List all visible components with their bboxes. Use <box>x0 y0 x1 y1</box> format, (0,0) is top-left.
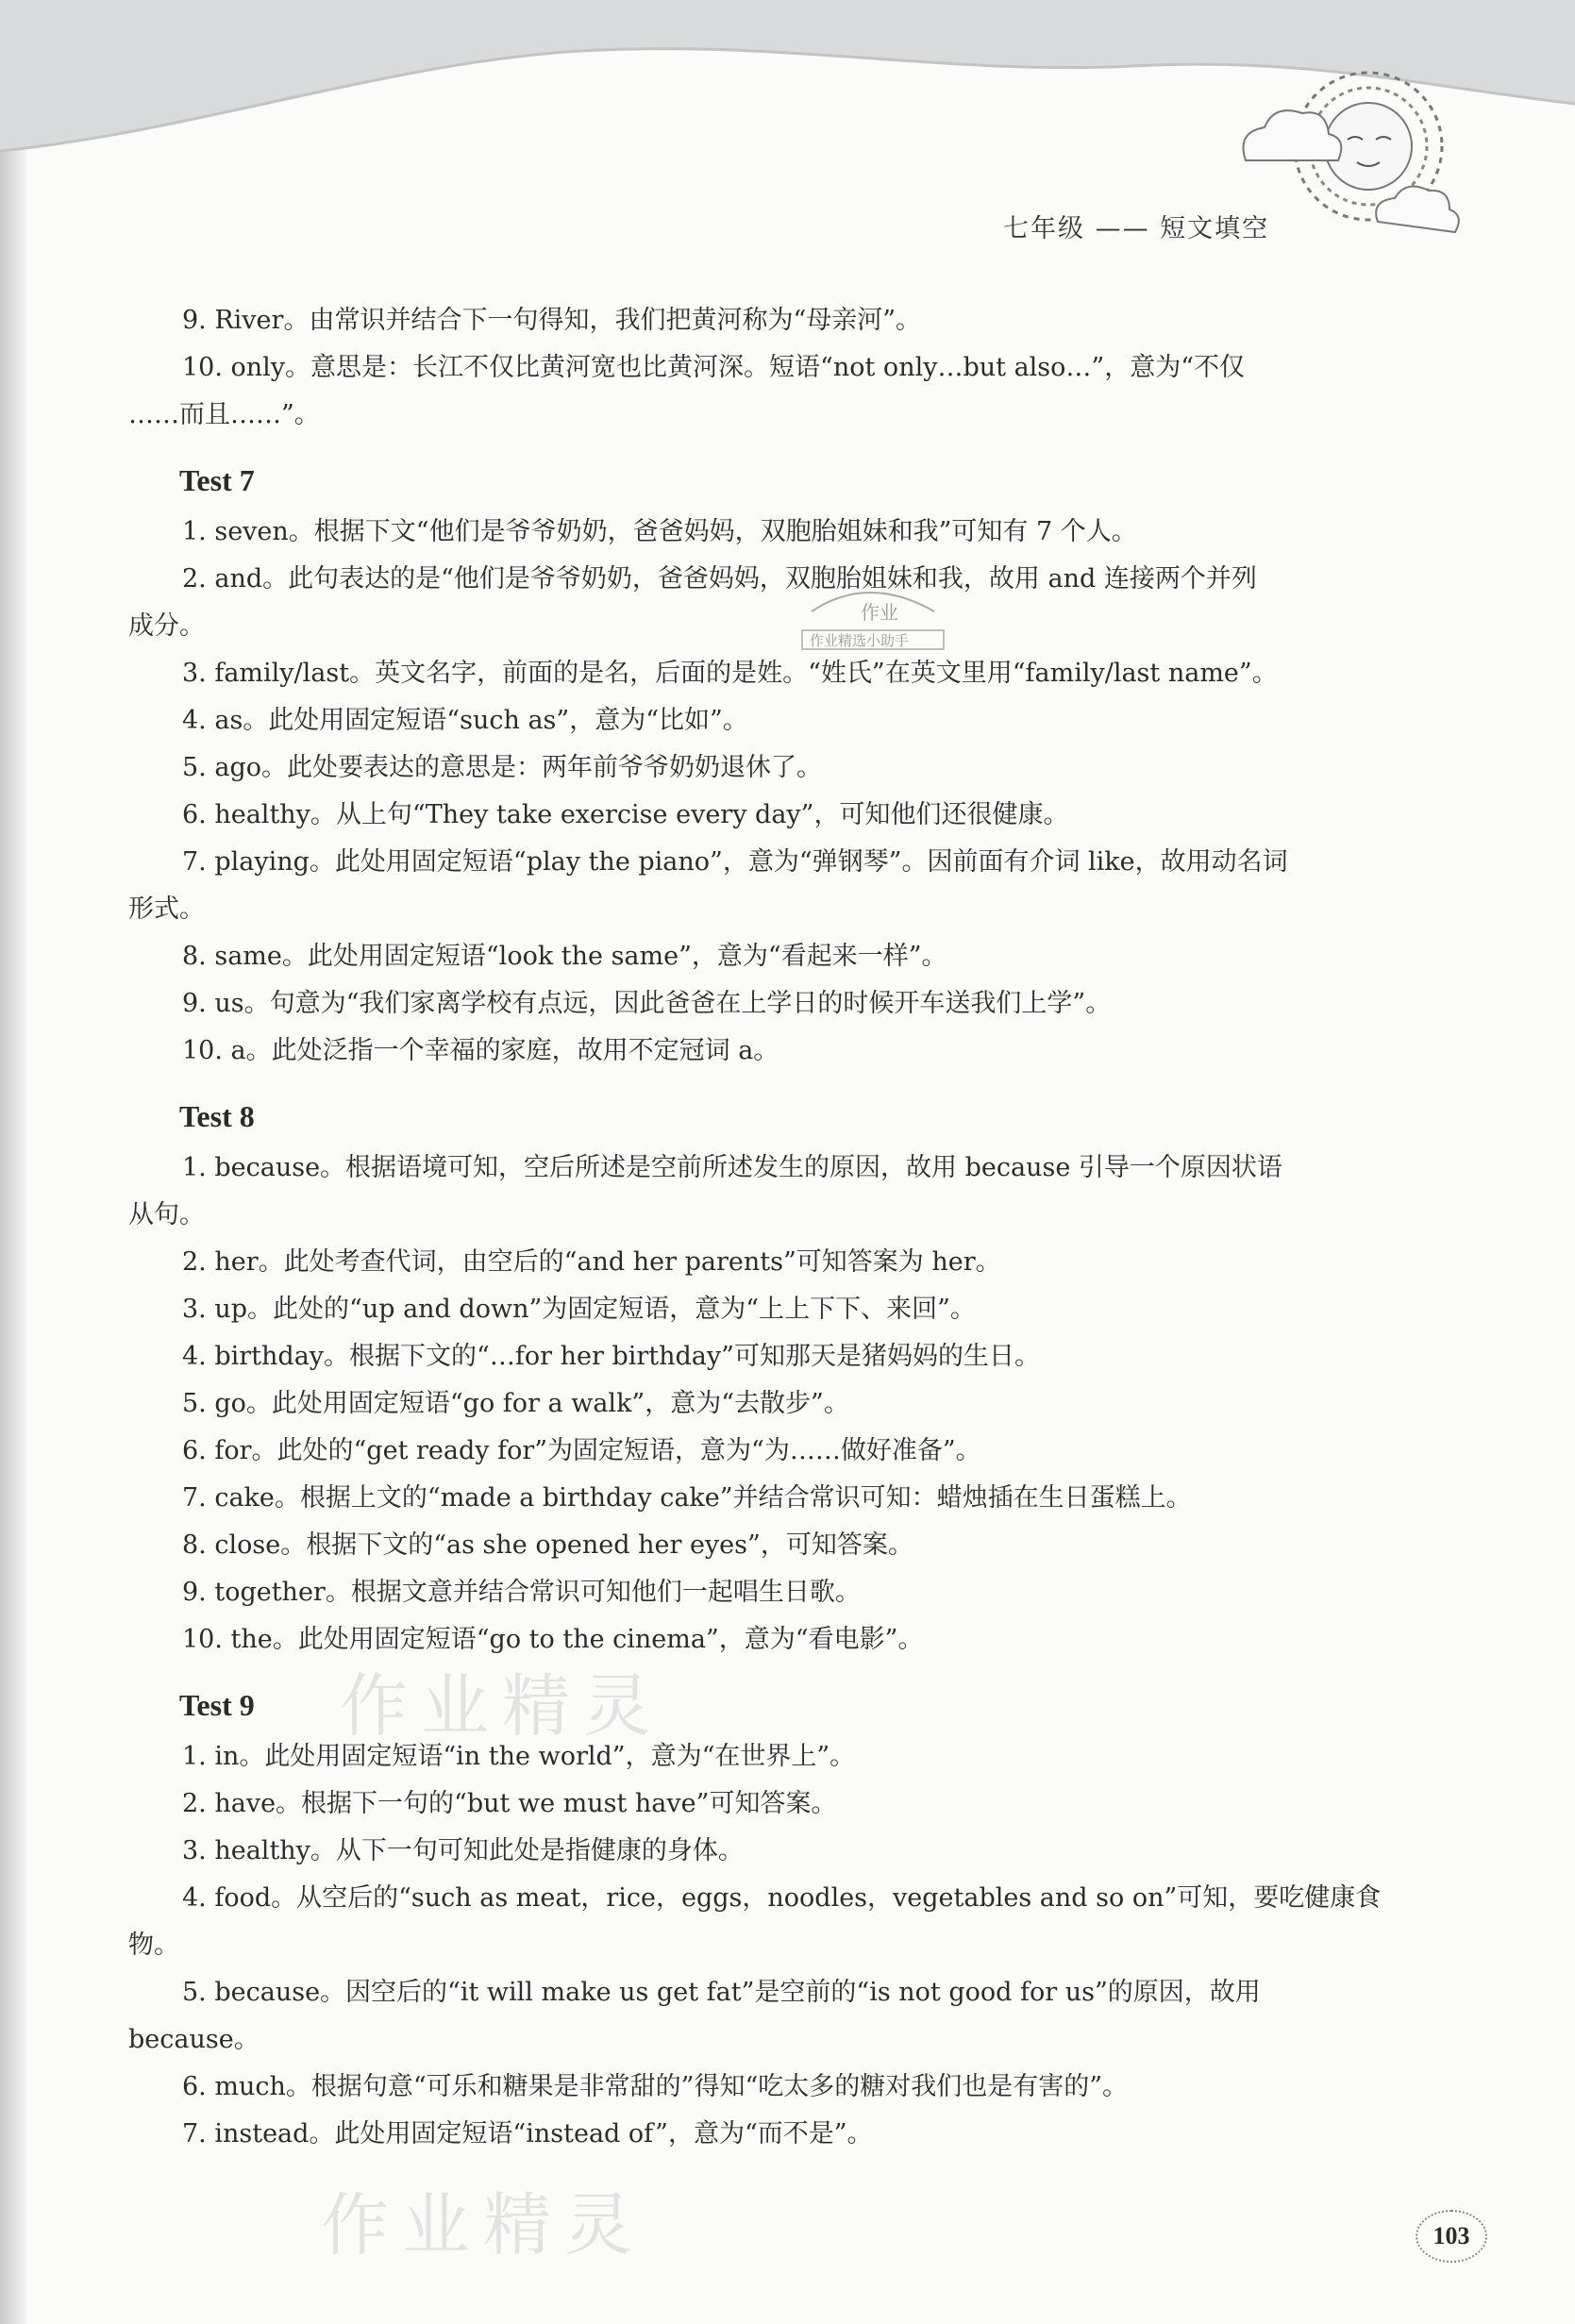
answer-line: 3. family/last。英文名字，前面的是名，后面的是姓。“姓氏”在英文里用“family/last name”。 <box>182 659 1278 688</box>
answer-line: 形式。 <box>128 894 205 924</box>
answer-line: 5. go。此处用固定短语“go for a walk”，意为“去散步”。 <box>182 1389 849 1418</box>
answer-line: 3. healthy。从下一句可知此处是指健康的身体。 <box>182 1836 744 1865</box>
answer-line: 4. as。此处用固定短语“such as”，意为“比如”。 <box>182 706 748 735</box>
answer-line: 1. because。根据语境可知，空后所述是空前所述发生的原因，故用 because 引导一个原因状语 <box>182 1153 1282 1182</box>
answer-line: 6. much。根据句意“可乐和糖果是非常甜的”得知“吃太多的糖对我们也是有害的”。 <box>182 2072 1129 2101</box>
test-heading: Test 8 <box>179 1099 255 1133</box>
answer-line: 2. have。根据下一句的“but we must have”可知答案。 <box>182 1789 837 1818</box>
chapter-caption: 七年级 —— 短文填空 <box>1003 214 1270 243</box>
answer-line: 1. seven。根据下文“他们是爷爷奶奶，爸爸妈妈，双胞胎姐妹和我”可知有 7 个人。 <box>182 517 1137 546</box>
answer-line: 成分。 <box>128 611 205 641</box>
answer-line: 1. in。此处用固定短语“in the world”，意为“在世界上”。 <box>182 1742 856 1771</box>
answer-content <box>128 297 1383 2158</box>
answer-line: 7. playing。此处用固定短语“play the piano”，意为“弹钢琴”。因前面有介词 like，故用动名词 <box>182 847 1288 877</box>
answer-line: 6. for。此处的“get ready for”为固定短语，意为“为……做好准备”。 <box>182 1436 981 1465</box>
answer-line: 5. because。因空后的“it will make us get fat”是空前的“is not good for us”的原因，故用 <box>182 1978 1261 2007</box>
test-section-7 <box>128 460 1383 1075</box>
answer-line: 物。 <box>128 1931 179 1960</box>
svg-text:作业精选小助手: 作业精选小助手 <box>810 632 910 649</box>
answer-line: 7. cake。根据上文的“made a birthday cake”并结合常识可知：蜡烛插在生日蛋糕上。 <box>182 1483 1192 1513</box>
answer-line: 6. healthy。从上句“They take exercise every day”，可知他们还很健康。 <box>182 800 1069 829</box>
test-section-9 <box>128 1684 1383 2158</box>
intro-line: 9. River。由常识并结合下一句得知，我们把黄河称为“母亲河”。 <box>182 306 922 335</box>
answer-line: 4. food。从空后的“such as meat，rice，eggs，noodles，vegetables and so on”可知，要吃健康食 <box>182 1883 1382 1913</box>
answer-line: because。 <box>128 2025 260 2054</box>
stamp-seal <box>793 574 953 677</box>
watermark: 作业精灵 <box>340 1666 665 1746</box>
answer-line: 2. and。此句表达的是“他们是爷爷奶奶，爸爸妈妈，双胞胎姐妹和我，故用 and 连接两个并列 <box>182 564 1257 594</box>
test-section-8 <box>128 1095 1383 1664</box>
intro-line: ……而且……”。 <box>128 400 320 429</box>
test-heading: Test 9 <box>179 1688 255 1722</box>
answer-line: 2. her。此处考查代词，由空后的“and her parents”可知答案为 her。 <box>182 1247 1001 1277</box>
page-edge-shadow <box>0 0 26 2324</box>
answer-line: 9. together。根据文意并结合常识可知他们一起唱生日歌。 <box>182 1578 861 1607</box>
answer-line: 3. up。此处的“up and down”为固定短语，意为“上上下下、来回”。 <box>182 1295 976 1324</box>
svg-text:作业: 作业 <box>861 601 898 624</box>
answer-line: 从句。 <box>128 1200 205 1229</box>
answer-line: 9. us。句意为“我们家离学校有点远，因此爸爸在上学日的时候开车送我们上学”。 <box>182 989 1112 1018</box>
answer-line: 5. ago。此处要表达的意思是：两年前爷爷奶奶退休了。 <box>182 753 822 782</box>
watermark: 作业精灵 <box>321 2185 646 2265</box>
intro-line: 10. only。意思是：长江不仅比黄河宽也比黄河深。短语“not only…but also…”，意为“不仅 <box>182 353 1246 382</box>
answer-line: 10. the。此处用固定短语“go to the cinema”，意为“看电影”。 <box>182 1625 924 1654</box>
test-heading: Test 7 <box>179 463 255 497</box>
answer-line: 10. a。此处泛指一个幸福的家庭，故用不定冠词 a。 <box>182 1036 779 1065</box>
page-number: 103 <box>1416 2210 1487 2263</box>
answer-line: 7. instead。此处用固定短语“instead of”，意为“而不是”。 <box>182 2119 873 2148</box>
answer-line: 8. close。根据下文的“as she opened her eyes”，可知答案。 <box>182 1530 913 1560</box>
answer-line: 4. birthday。根据下文的“…for her birthday”可知那天是猪妈妈的生日。 <box>182 1342 1040 1371</box>
answer-line: 8. same。此处用固定短语“look the same”，意为“看起来一样”。 <box>182 942 947 971</box>
